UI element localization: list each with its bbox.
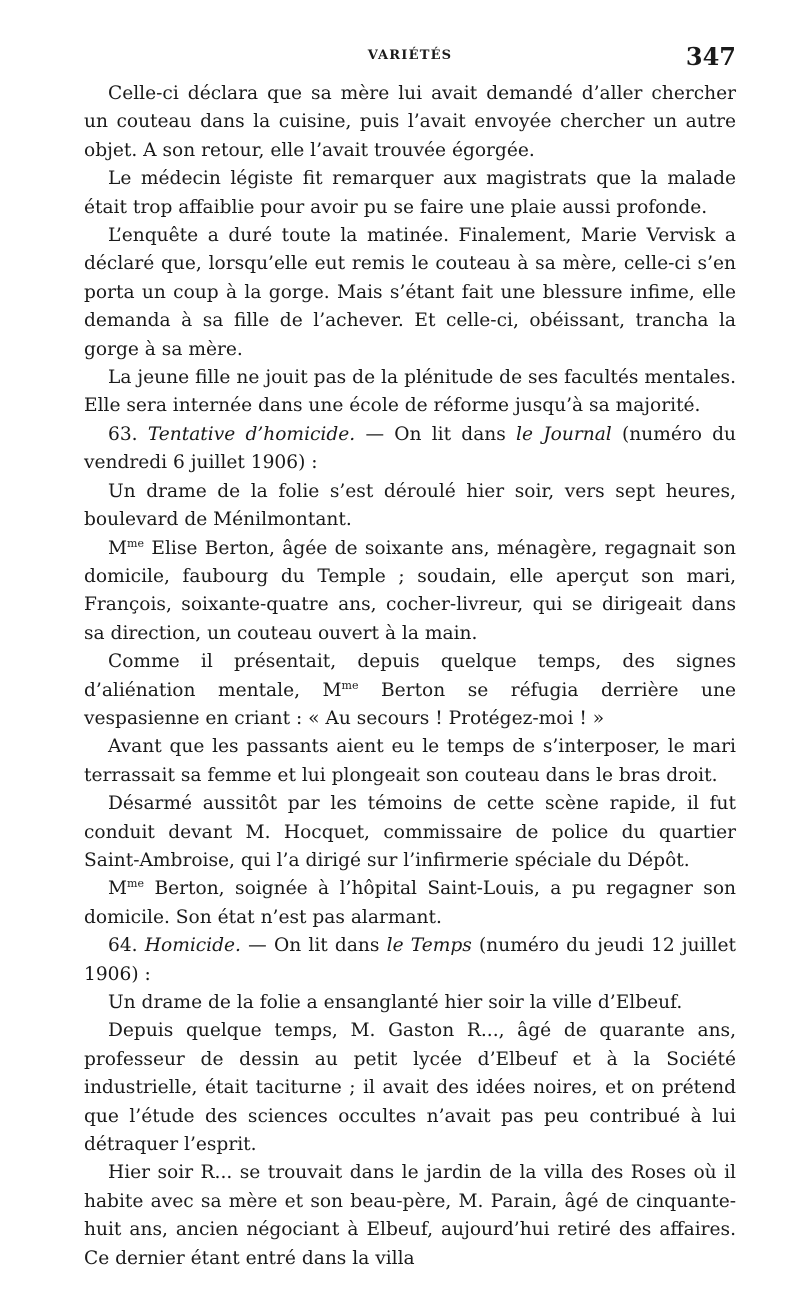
- entry-text-a: On lit dans: [394, 423, 506, 445]
- entry-text-b: (numéro du vendredi 6 juillet 1906) :: [84, 423, 737, 474]
- paragraph-10: Désarmé aussitôt par les témoins de cette scène rapide, il fut conduit devant M. Hocquet, commissaire de police du quartier Saint-Ambroise, qui l’a dirigé sur l’infirmerie spéciale du Dépôt.: [84, 793, 736, 871]
- paragraph-11-text: Berton, soignée à l’hôpital Saint-Louis, a pu regagner son domicile. Son état n’est pas alarmant.: [84, 878, 736, 928]
- paragraph-5-entry-63: [84, 421, 736, 478]
- paragraph-8: [84, 648, 736, 733]
- paragraph-2: Le médecin légiste fit remarquer aux magistrats que la malade était trop affaiblie pour avoir pu se faire une plaie aussi profonde.: [84, 168, 736, 218]
- paragraph-15: Hier soir R... se trouvait dans le jardin de la villa des Roses où il habite avec sa mère et son beau-père, M. Parain, âgé de cinquante-huit ans, ancien négociant à Elbeuf, aujourd’hui retiré des affaires. Ce dernier étant entré dans la villa: [84, 1162, 736, 1269]
- paragraph-3: L’enquête a duré toute la matinée. Finalement, Marie Vervisk a déclaré que, lorsqu’elle eut remis le couteau à sa mère, celle-ci s’en porta un coup à la gorge. Mais s’étant fait une blessure infime, elle demanda à sa fille de l’achever. Et celle-ci, obéissant, trancha la gorge à sa mère.: [84, 225, 736, 360]
- paragraph-9: Avant que les passants aient eu le temps de s’interposer, le mari terrassait sa femme et lui plongeait son couteau dans le bras droit.: [84, 736, 736, 786]
- abbr-main: M: [108, 537, 128, 559]
- paragraph-8-text-a: Comme il présentait, depuis quelque temps, des signes d’aliénation mentale,: [84, 651, 736, 701]
- paragraph-7-text: Elise Berton, âgée de soixante ans, ménagère, regagnait son domicile, faubourg du Temple ; soudain, elle aperçut son mari, François, soixante-quatre ans, cocher-livreur, qui se dirigeait dans sa direction, un couteau ouvert à la main.: [84, 537, 736, 644]
- entry-source: le Journal: [516, 423, 612, 445]
- paragraph-4: La jeune fille ne jouit pas de la plénitude de ses facultés mentales. Elle sera internée dans une école de réforme jusqu’à sa majorité.: [84, 367, 736, 417]
- paragraph-13: Un drame de la folie a ensanglanté hier soir la ville d’Elbeuf.: [108, 992, 683, 1013]
- paragraph-7: [84, 535, 736, 649]
- abbr-main: M: [322, 679, 342, 701]
- page-header: [84, 42, 736, 78]
- paragraph-11: [84, 875, 736, 932]
- abbr-main: M: [108, 878, 128, 900]
- entry-text-a: On lit dans: [273, 935, 380, 957]
- running-head: VARIÉTÉS: [367, 48, 453, 63]
- entry-number: 64.: [108, 935, 138, 957]
- page-number: 347: [685, 42, 736, 71]
- paragraph-1: Celle-ci déclara que sa mère lui avait demandé d’aller chercher un couteau dans la cuisine, puis l’avait envoyée chercher un autre objet. A son retour, elle l’avait trouvée égorgée.: [84, 83, 736, 161]
- abbr-sup: me: [341, 678, 359, 692]
- entry-number: 63.: [108, 423, 138, 445]
- entry-title: Tentative d’homicide.: [147, 423, 356, 445]
- entry-title: Homicide.: [144, 935, 241, 957]
- abbr-sup: me: [127, 536, 144, 550]
- body-text: [84, 80, 736, 1273]
- entry-dash: —: [248, 935, 267, 957]
- paragraph-6: Un drame de la folie s’est déroulé hier soir, vers sept heures, boulevard de Ménilmontant.: [84, 480, 736, 531]
- entry-text-b: (numéro du jeudi 12 juillet 1906) :: [84, 935, 736, 985]
- paragraph-12-entry-64: [84, 932, 736, 989]
- entry-source: le Temps: [386, 935, 472, 957]
- paragraph-14: Depuis quelque temps, M. Gaston R..., âgé de quarante ans, professeur de dessin au petit lycée d’Elbeuf et à la Société industrielle, était taciturne ; il avait des idées noires, et on prétend que l’étude des sciences occultes n’avait pas peu contribué à lui détraquer l’esprit.: [84, 1020, 736, 1156]
- paragraph-8-text-b: Berton se réfugia derrière une vespasienne en criant : « Au secours ! Protégez-moi ! »: [84, 679, 736, 729]
- entry-dash: —: [365, 423, 385, 445]
- abbr-sup: me: [127, 877, 144, 891]
